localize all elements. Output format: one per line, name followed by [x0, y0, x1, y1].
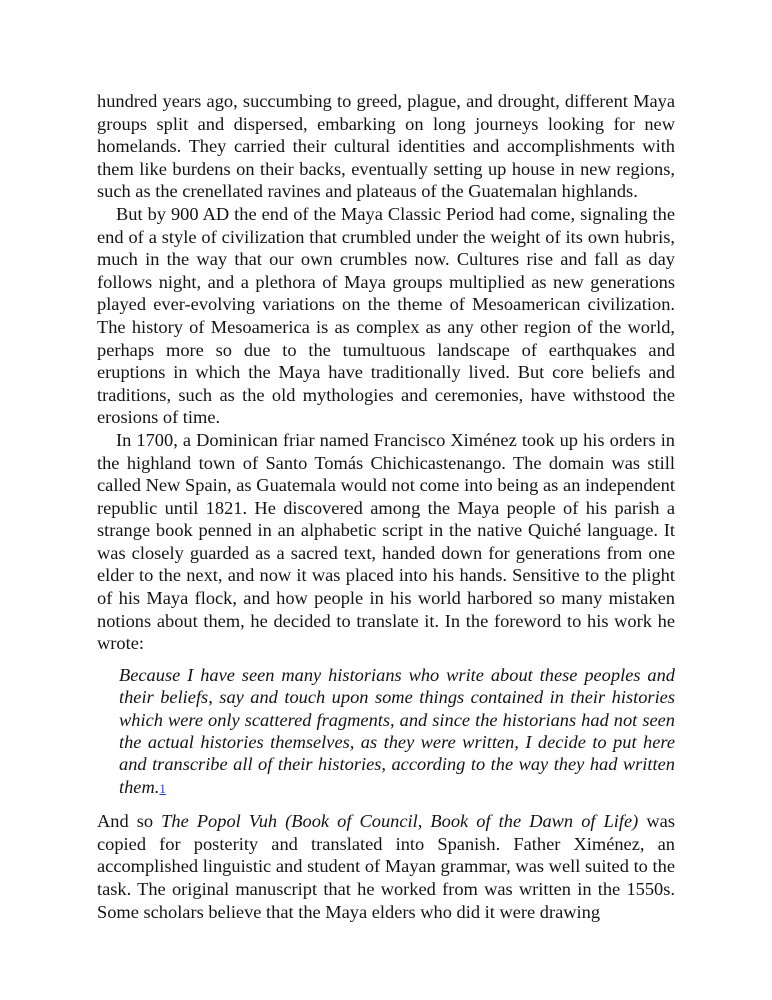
paragraph-4-start: And so [97, 811, 162, 832]
paragraph-4 [97, 810, 675, 923]
paragraph-1: hundred years ago, succumbing to greed, plague, and drought, different Maya groups split and dispersed, embarking on long journeys looking for new homelands. They carried their cultural identities and accomplishments with them like burdens on their backs, eventually setting up house in new regions, such as the crenellated ravines and plateaus of the Guatemalan highlands. [97, 91, 675, 202]
paragraph-3: In 1700, a Dominican friar named Francisco Ximénez took up his orders in the highland town of Santo Tomás Chichicastenango. The domain was still called New Spain, as Guatemala would not come into being as an independent republic until 1821. He discovered among the Maya people of his parish a strange book penned in an alphabetic script in the native Quiché language. It was closely guarded as a sacred text, handed down for generations from one elder to the next, and now it was placed into his hands. Sensitive to the plight of his Maya flock, and how people in his world harbored so many mistaken notions about them, he decided to translate it. In the foreword to his work he wrote: [97, 429, 675, 654]
page-body [97, 90, 675, 923]
block-quote [119, 664, 675, 800]
paragraph-2: But by 900 AD the end of the Maya Classic Period had come, signaling the end of a style of civilization that crumbled under the weight of its own hubris, much in the way that our own crumbles now. Cultures rise and fall as day follows night, and a plethora of Maya groups multiplied as new generations played ever-evolving variations on the theme of Mesoamerican civilization. The history of Mesoamerica is as complex as any other region of the world, perhaps more so due to the tumultuous landscape of earthquakes and eruptions in which the Maya have traditionally lived. But core beliefs and traditions, such as the old mythologies and ceremonies, have withstood the erosions of time. [97, 203, 675, 428]
book-title: The Popol Vuh (Book of Council, Book of the Dawn of Life) [161, 811, 639, 832]
quote-text: Because I have seen many historians who write about these peoples and their beliefs, say and touch upon some things contained in their histories which were only scattered fragments, and since the historians had not seen the actual histories themselves, as they were written, I decide to put here and transcribe all of their histories, according to the way they had written them. [119, 664, 675, 797]
footnote-link[interactable]: 1 [159, 780, 166, 796]
paragraph-4-rest: was copied for posterity and translated into Spanish. Father Ximénez, an accomplished linguistic and student of Mayan grammar, was well suited to the task. The original manuscript that he worked from was written in the 1550s. Some scholars believe that the Maya elders who did it were drawing [97, 811, 675, 922]
